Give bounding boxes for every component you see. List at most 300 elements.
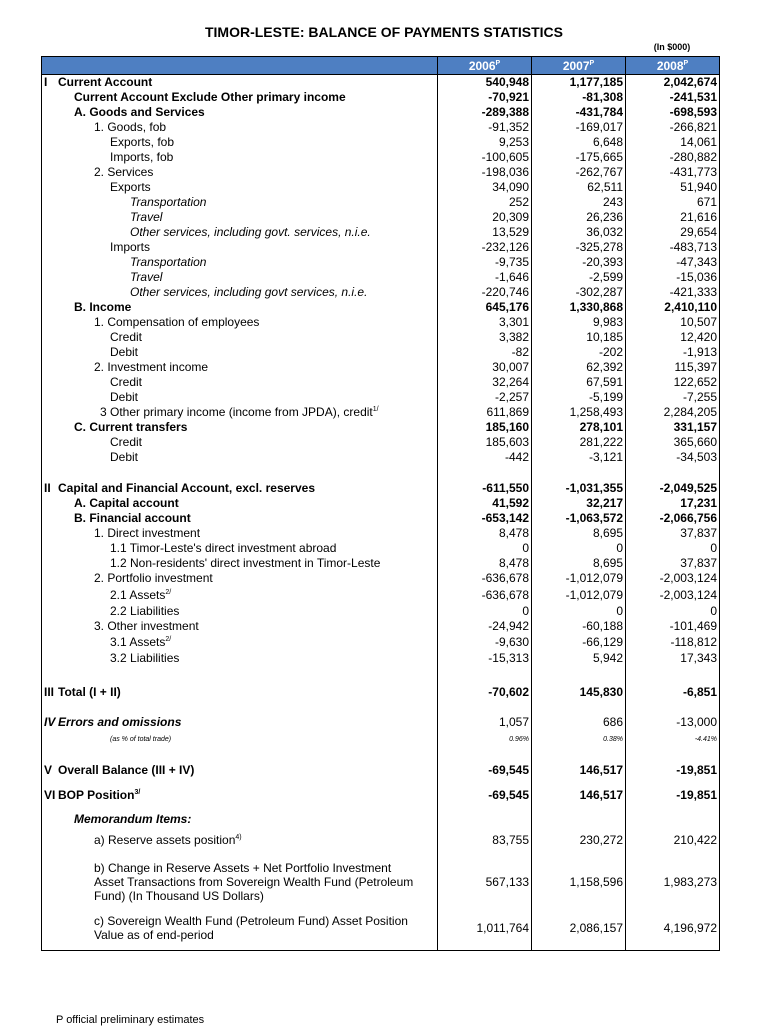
section-number: IV (44, 714, 56, 729)
value-cell-2007: 146,517 (532, 760, 626, 780)
value-cell-2007: 243 (532, 195, 626, 210)
value-cell-2007: 0.38% (532, 732, 626, 748)
row-label (42, 90, 438, 105)
value-cell-2008: 331,157 (626, 420, 720, 435)
row-label (42, 315, 438, 330)
spacer-cell (532, 702, 626, 712)
value-cell-2008: 14,061 (626, 135, 720, 150)
value-cell-2008: -2,003,124 (626, 571, 720, 586)
row-label-text: Debit (110, 450, 139, 464)
table-row (42, 75, 720, 90)
row-label (42, 330, 438, 345)
value-cell-2008: 671 (626, 195, 720, 210)
row-label (42, 785, 438, 805)
value-cell-2007: 278,101 (532, 420, 626, 435)
table-row (42, 390, 720, 405)
spacer-cell (532, 945, 626, 951)
value-cell-2008: -7,255 (626, 390, 720, 405)
value-cell-2006: -91,352 (438, 120, 532, 135)
row-label (42, 195, 438, 210)
value-cell-2007: 1,177,185 (532, 75, 626, 90)
table-row (42, 604, 720, 619)
value-cell-2008: 1,983,273 (626, 859, 720, 905)
row-label (42, 165, 438, 180)
value-cell-2006: 8,478 (438, 526, 532, 541)
row-label-text: Overall Balance (III + IV) (58, 762, 195, 777)
value-cell-2007: 9,983 (532, 315, 626, 330)
value-cell-2006: -232,126 (438, 240, 532, 255)
table-row (42, 571, 720, 586)
value-cell-2007: 1,258,493 (532, 405, 626, 420)
value-cell-2007: 686 (532, 712, 626, 732)
value-cell-2006: -289,388 (438, 105, 532, 120)
table-row (42, 541, 720, 556)
value-cell-2008: -241,531 (626, 90, 720, 105)
spacer-cell (532, 465, 626, 481)
value-cell-2006: 611,869 (438, 405, 532, 420)
value-cell-2007: -431,784 (532, 105, 626, 120)
spacer-row (42, 748, 720, 760)
row-label-text: (as % of total trade) (110, 735, 172, 743)
value-cell-2006: -9,630 (438, 634, 532, 651)
row-label-text: Debit (110, 390, 139, 404)
value-cell-2008: 12,420 (626, 330, 720, 345)
spacer-cell (438, 748, 532, 760)
table-row (42, 556, 720, 571)
spacer-cell (438, 465, 532, 481)
row-label (42, 760, 438, 780)
value-cell-2007: -202 (532, 345, 626, 360)
row-label (42, 651, 438, 666)
page-title: TIMOR-LESTE: BALANCE OF PAYMENTS STATISTICS (204, 24, 564, 40)
value-cell-2006: 1,011,764 (438, 911, 532, 945)
value-cell-2006: -442 (438, 450, 532, 465)
value-cell-2008: -4.41% (626, 732, 720, 748)
footnote-marker: 4) (235, 833, 242, 841)
value-cell-2008: 21,616 (626, 210, 720, 225)
table-row (42, 827, 720, 853)
row-label-text: 1. Compensation of employees (94, 315, 260, 329)
value-cell-2006: 20,309 (438, 210, 532, 225)
row-label (42, 105, 438, 120)
spacer-cell (42, 945, 438, 951)
value-cell-2007: 146,517 (532, 785, 626, 805)
footnote-marker: 2/ (165, 636, 172, 643)
row-label-text: BOP Position (58, 787, 135, 802)
row-label (42, 240, 438, 255)
table-row (42, 135, 720, 150)
value-cell-2007: -3,121 (532, 450, 626, 465)
value-cell-2007: -302,287 (532, 285, 626, 300)
value-cell-2006: 8,478 (438, 556, 532, 571)
value-cell-2007: -60,188 (532, 619, 626, 634)
value-cell-2006: -636,678 (438, 571, 532, 586)
section-number: III (44, 684, 55, 699)
row-label (42, 586, 438, 604)
value-cell-2008: 2,410,110 (626, 300, 720, 315)
value-cell-2008: -2,049,525 (626, 481, 720, 496)
value-cell-2008: 4,196,972 (626, 911, 720, 945)
value-cell-2006: -100,605 (438, 150, 532, 165)
table-row (42, 375, 720, 390)
row-label (42, 526, 438, 541)
value-cell-2006 (438, 811, 532, 827)
value-cell-2006: -82 (438, 345, 532, 360)
spacer-cell (438, 702, 532, 712)
row-label (42, 732, 438, 748)
row-label-text: Other services, including govt. services, n.i.e. (130, 225, 371, 239)
row-label (42, 435, 438, 450)
value-cell-2007: 1,330,868 (532, 300, 626, 315)
value-cell-2008: -19,851 (626, 785, 720, 805)
value-cell-2008: 210,422 (626, 827, 720, 853)
table-row (42, 120, 720, 135)
row-label (42, 619, 438, 634)
value-cell-2007: 10,185 (532, 330, 626, 345)
row-label-text: Exports (110, 180, 151, 194)
value-cell-2008: 115,397 (626, 360, 720, 375)
row-label-text: 1. Goods, fob (94, 120, 167, 134)
row-label (42, 496, 438, 511)
row-label (42, 712, 438, 732)
row-label-text: 1.2 Non-residents' direct investment in Timor-Leste (110, 556, 381, 570)
value-cell-2008: 2,284,205 (626, 405, 720, 420)
value-cell-2006: 0 (438, 541, 532, 556)
row-label-text: 2. Portfolio investment (94, 571, 213, 585)
value-cell-2007: 62,392 (532, 360, 626, 375)
row-label-text: A. Capital account (74, 496, 179, 510)
row-label-text: Credit (110, 435, 143, 449)
table-row (42, 619, 720, 634)
table-row (42, 270, 720, 285)
value-cell-2006: 185,160 (438, 420, 532, 435)
table-row (42, 732, 720, 748)
value-cell-2008: 10,507 (626, 315, 720, 330)
row-label (42, 481, 438, 496)
row-label (42, 375, 438, 390)
row-label (42, 420, 438, 435)
value-cell-2008 (626, 811, 720, 827)
table-row (42, 315, 720, 330)
value-cell-2008: 17,231 (626, 496, 720, 511)
spacer-row (42, 666, 720, 682)
value-cell-2008: 17,343 (626, 651, 720, 666)
row-label (42, 541, 438, 556)
row-label (42, 682, 438, 702)
value-cell-2008: -698,593 (626, 105, 720, 120)
value-cell-2007: -1,063,572 (532, 511, 626, 526)
row-label-text: Memorandum Items: (74, 811, 192, 826)
table-row (42, 481, 720, 496)
value-cell-2007: 62,511 (532, 180, 626, 195)
value-cell-2007 (532, 811, 626, 827)
row-label (42, 300, 438, 315)
table-row (42, 496, 720, 511)
row-label-text: 2. Services (94, 165, 154, 179)
value-cell-2006: -69,545 (438, 760, 532, 780)
footnote: P official preliminary estimates (56, 1014, 205, 1026)
value-cell-2008: -15,036 (626, 270, 720, 285)
table-row (42, 405, 720, 420)
table-row (42, 180, 720, 195)
row-label-text: Total (I + II) (58, 684, 121, 699)
spacer-cell (532, 666, 626, 682)
value-cell-2008: 2,042,674 (626, 75, 720, 90)
spacer-cell (438, 666, 532, 682)
row-label-text: 3.2 Liabilities (110, 651, 180, 665)
value-cell-2006: 567,133 (438, 859, 532, 905)
value-cell-2006: -1,646 (438, 270, 532, 285)
row-label-text: b) Change in Reserve Assets + Net Portfolio Investment Asset Transactions from Sovereign Wealth Fund (Petroleum Fund) (In Thousand US Dollars) (94, 860, 414, 903)
spacer-cell (626, 748, 720, 760)
row-label-text: a) Reserve assets position (94, 832, 236, 847)
row-label (42, 135, 438, 150)
section-number: V (44, 762, 53, 777)
row-label-text: 3 Other primary income (income from JPDA), credit (100, 405, 373, 419)
row-label-text: Exports, fob (110, 135, 175, 149)
row-label-text: 2.1 Assets (110, 587, 166, 602)
value-cell-2007: 230,272 (532, 827, 626, 853)
value-cell-2006: -220,746 (438, 285, 532, 300)
row-label-text: Transportation (130, 195, 207, 209)
row-label (42, 556, 438, 571)
value-cell-2006: 13,529 (438, 225, 532, 240)
value-cell-2007: -2,599 (532, 270, 626, 285)
value-cell-2007: -1,012,079 (532, 586, 626, 604)
spacer-cell (42, 748, 438, 760)
row-label-text: 1. Direct investment (94, 526, 201, 540)
spacer-cell (626, 666, 720, 682)
value-cell-2007: -175,665 (532, 150, 626, 165)
value-cell-2008: -19,851 (626, 760, 720, 780)
value-cell-2008: 0 (626, 541, 720, 556)
value-cell-2007: -20,393 (532, 255, 626, 270)
value-cell-2007: 1,158,596 (532, 859, 626, 905)
value-cell-2006: -653,142 (438, 511, 532, 526)
value-cell-2006: 540,948 (438, 75, 532, 90)
value-cell-2008: 29,654 (626, 225, 720, 240)
value-cell-2006: -15,313 (438, 651, 532, 666)
value-cell-2008: -6,851 (626, 682, 720, 702)
spacer-cell (626, 945, 720, 951)
header-blank (42, 57, 438, 75)
value-cell-2007: 281,222 (532, 435, 626, 450)
value-cell-2008: 37,837 (626, 526, 720, 541)
spacer-row (42, 702, 720, 712)
value-cell-2007: 8,695 (532, 526, 626, 541)
value-cell-2007: 0 (532, 541, 626, 556)
row-label-text: 2.2 Liabilities (110, 604, 180, 618)
section-number: II (44, 481, 51, 495)
spacer-row (42, 945, 720, 951)
value-cell-2008: -34,503 (626, 450, 720, 465)
value-cell-2006: -70,921 (438, 90, 532, 105)
value-cell-2006: 34,090 (438, 180, 532, 195)
value-cell-2008: 365,660 (626, 435, 720, 450)
row-label (42, 270, 438, 285)
table-row (42, 760, 720, 780)
footnote-marker: 1/ (372, 406, 379, 413)
spacer-cell (626, 465, 720, 481)
row-label-text: Debit (110, 345, 139, 359)
spacer-cell (626, 702, 720, 712)
header-row (42, 57, 720, 75)
table-row (42, 90, 720, 105)
footnote-marker: 3/ (134, 788, 141, 796)
value-cell-2008: -2,066,756 (626, 511, 720, 526)
value-cell-2007: -1,012,079 (532, 571, 626, 586)
row-label-text: Transportation (130, 255, 207, 269)
row-label-text: Current Account (58, 75, 153, 90)
value-cell-2007: 26,236 (532, 210, 626, 225)
value-cell-2007: 67,591 (532, 375, 626, 390)
table-row (42, 634, 720, 651)
value-cell-2006: 32,264 (438, 375, 532, 390)
value-cell-2006: 3,301 (438, 315, 532, 330)
value-cell-2008: 122,652 (626, 375, 720, 390)
table-row (42, 330, 720, 345)
row-label-text: 3. Other investment (94, 619, 199, 633)
table-row (42, 210, 720, 225)
value-cell-2006: -70,602 (438, 682, 532, 702)
value-cell-2006: -69,545 (438, 785, 532, 805)
bop-table (41, 56, 720, 951)
value-cell-2008: -266,821 (626, 120, 720, 135)
spacer-cell (42, 702, 438, 712)
row-label-text: Current Account Exclude Other primary income (74, 90, 346, 104)
value-cell-2008: -47,343 (626, 255, 720, 270)
table-row (42, 195, 720, 210)
value-cell-2006: -9,735 (438, 255, 532, 270)
section-number: VI (44, 787, 56, 802)
table-row (42, 300, 720, 315)
row-label (42, 511, 438, 526)
spacer-cell (438, 945, 532, 951)
table-row (42, 586, 720, 604)
spacer-row (42, 465, 720, 481)
spacer-cell (42, 666, 438, 682)
value-cell-2007: -262,767 (532, 165, 626, 180)
value-cell-2008: -2,003,124 (626, 586, 720, 604)
value-cell-2008: -118,812 (626, 634, 720, 651)
table-row (42, 105, 720, 120)
header-year-2007: $2007^P$ (532, 57, 626, 75)
row-label (42, 285, 438, 300)
value-cell-2007: 2,086,157 (532, 911, 626, 945)
value-cell-2006: 185,603 (438, 435, 532, 450)
table-row (42, 682, 720, 702)
row-label (42, 811, 438, 827)
table-row (42, 285, 720, 300)
value-cell-2006: 3,382 (438, 330, 532, 345)
table-row (42, 420, 720, 435)
value-cell-2006: -611,550 (438, 481, 532, 496)
row-label-text: Capital and Financial Account, excl. reserves (58, 481, 315, 495)
table-row (42, 225, 720, 240)
value-cell-2008: 0 (626, 604, 720, 619)
value-cell-2007: 8,695 (532, 556, 626, 571)
table-row (42, 240, 720, 255)
value-cell-2007: -169,017 (532, 120, 626, 135)
spacer-cell (532, 748, 626, 760)
table-row (42, 785, 720, 805)
row-label (42, 390, 438, 405)
value-cell-2006: 645,176 (438, 300, 532, 315)
row-label (42, 450, 438, 465)
row-label-text: c) Sovereign Wealth Fund (Petroleum Fund) Asset Position Value as of end-period (94, 913, 408, 942)
value-cell-2008: -101,469 (626, 619, 720, 634)
row-label (42, 150, 438, 165)
table-row (42, 859, 720, 905)
table-row (42, 345, 720, 360)
row-label (42, 911, 438, 945)
row-label-text: B. Financial account (74, 511, 191, 525)
row-label (42, 210, 438, 225)
value-cell-2007: 6,648 (532, 135, 626, 150)
table-row (42, 255, 720, 270)
table-row (42, 165, 720, 180)
row-label (42, 225, 438, 240)
header-year-2008: $2008^P$ (626, 57, 720, 75)
value-cell-2007: -1,031,355 (532, 481, 626, 496)
value-cell-2006: -24,942 (438, 619, 532, 634)
table-row (42, 435, 720, 450)
row-label (42, 120, 438, 135)
value-cell-2007: -5,199 (532, 390, 626, 405)
value-cell-2008: -280,882 (626, 150, 720, 165)
row-label-text: Imports (110, 240, 151, 254)
value-cell-2007: 5,942 (532, 651, 626, 666)
table-row (42, 651, 720, 666)
row-label-text: Credit (110, 375, 143, 389)
value-cell-2007: 36,032 (532, 225, 626, 240)
row-label (42, 571, 438, 586)
value-cell-2006: 1,057 (438, 712, 532, 732)
value-cell-2007: -81,308 (532, 90, 626, 105)
value-cell-2006: 30,007 (438, 360, 532, 375)
row-label (42, 75, 438, 90)
header-year-2006: $2006^P$ (438, 57, 532, 75)
table-row (42, 712, 720, 732)
row-label-text: C. Current transfers (74, 420, 188, 434)
row-label-text: 2. Investment income (94, 360, 209, 374)
table-row (42, 526, 720, 541)
value-cell-2007: 0 (532, 604, 626, 619)
spacer-cell (42, 465, 438, 481)
row-label-text: 1.1 Timor-Leste's direct investment abroad (110, 541, 337, 555)
table-row (42, 511, 720, 526)
table-row (42, 150, 720, 165)
value-cell-2006: 41,592 (438, 496, 532, 511)
value-cell-2007: -66,129 (532, 634, 626, 651)
table-row (42, 811, 720, 827)
value-cell-2008: -421,333 (626, 285, 720, 300)
row-label-text: Other services, including govt services, n.i.e. (130, 285, 368, 299)
value-cell-2008: -483,713 (626, 240, 720, 255)
row-label (42, 827, 438, 853)
value-cell-2006: -636,678 (438, 586, 532, 604)
table-row (42, 911, 720, 945)
value-cell-2006: 83,755 (438, 827, 532, 853)
unit-label: (In $000) (653, 42, 691, 52)
value-cell-2007: -325,278 (532, 240, 626, 255)
row-label (42, 180, 438, 195)
value-cell-2006: -2,257 (438, 390, 532, 405)
row-label (42, 345, 438, 360)
value-cell-2008: 37,837 (626, 556, 720, 571)
value-cell-2008: 51,940 (626, 180, 720, 195)
row-label-text: A. Goods and Services (74, 105, 205, 119)
